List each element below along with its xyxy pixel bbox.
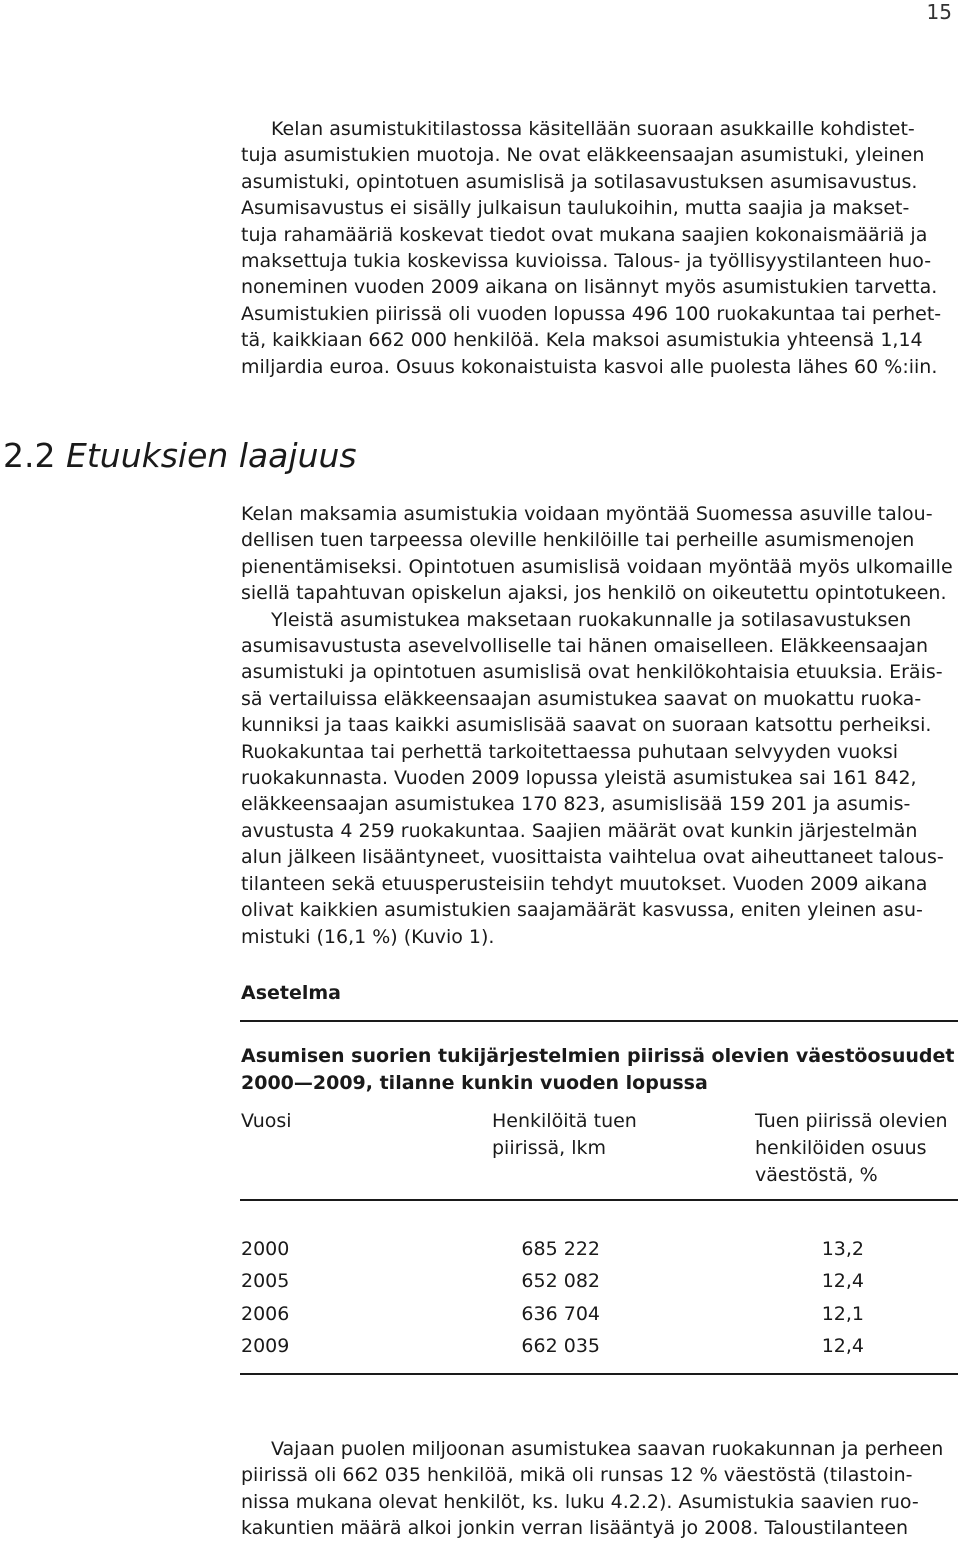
column-header-year: Vuosi [241,1110,292,1132]
table-top-rule [240,1020,958,1022]
text-line: Asumistukien piirissä oli vuoden lopussa 496 100 ruokakuntaa tai perhet- [241,302,942,325]
text-line: piirissä oli 662 035 henkilöä, mikä oli runsas 12 % väestöstä (tilastoin- [241,1464,913,1487]
page-number: 15 [926,0,952,24]
text-line: tilanteen sekä etuusperusteisiin tehdyt muutokset. Vuoden 2009 aikana [241,872,928,895]
table-cell-share: 13,2 [821,1238,864,1260]
table-title [241,1043,954,1097]
text-line: asumistuki, opintotuen asumislisä ja sotilasavustuksen asumisavustus. [241,170,918,193]
table-header-rule [240,1199,958,1201]
closing-paragraph [241,1436,957,1542]
asetelma-label: Asetelma [241,982,342,1004]
section-heading [3,436,357,476]
text-line: maksettuja tukia koskevissa kuvioissa. Talous- ja työllisyystilanteen huo- [241,250,932,273]
text-line: dellisen tuen tarpeessa oleville henkilöille tai perheille asumismenojen [241,529,915,552]
table-cell-share: 12,1 [821,1303,864,1325]
text-line: Ruokakuntaa tai perhettä tarkoitettaessa puhutaan selvyyden vuoksi [241,740,899,763]
text-line: avustusta 4 259 ruokakuntaa. Saajien määrät ovat kunkin järjestelmän [241,819,918,842]
text-line: miljardia euroa. Osuus kokonaistuista kasvoi alle puolesta lähes 60 %:iin. [241,355,938,378]
section-title: Etuuksien laajuus [65,436,357,475]
text-line: tuja asumistukien muotoja. Ne ovat eläkkeensaajan asumistuki, yleinen [241,144,925,167]
text-line: pienentämiseksi. Opintotuen asumislisä voidaan myöntää myös ulkomaille [241,555,953,578]
table-cell-persons: 636 704 [521,1303,600,1325]
text-line: Yleistä asumistukea maksetaan ruokakunnalle ja sotilasavustuksen [271,608,912,631]
table-cell-year: 2000 [241,1238,290,1260]
text-line: tuja rahamääriä koskevat tiedot ovat mukana saajien kokonaismääriä ja [241,223,928,246]
text-line: noneminen vuoden 2009 aikana on lisännyt myös asumistukien tarvetta. [241,276,938,299]
text-line: Kelan asumistukitilastossa käsitellään suoraan asukkaille kohdistet- [271,118,915,140]
text-line: siellä tapahtuvan opiskelun ajaksi, jos henkilö on oikeutettu opintotukeen. [241,582,947,605]
text-line: asumisavustusta asevelvolliselle tai hänen omaiselleen. Eläkkeensaajan [241,635,929,658]
table-cell-persons: 685 222 [521,1238,600,1260]
table-bottom-rule [240,1373,958,1375]
text-line: sä vertailuissa eläkkeensaajan asumistukea saavat on muokattu ruoka- [241,687,922,710]
text-line: ruokakunnasta. Vuoden 2009 lopussa yleistä asumistukea sai 161 842, [241,767,917,790]
text-line: nissa mukana olevat henkilöt, ks. luku 4.2.2). Asumistukia saavien ruo- [241,1490,919,1513]
text-line: Asumisavustus ei sisälly julkaisun taulukoihin, mutta saajia ja makset- [241,197,910,220]
table-cell-share: 12,4 [821,1335,864,1357]
table-title-line: 2000—2009, tilanne kunkin vuoden lopussa [241,1072,708,1094]
text-line: eläkkeensaajan asumistukea 170 823, asumislisää 159 201 ja asumis- [241,793,911,816]
table-cell-persons: 652 082 [521,1270,600,1292]
table-title-line: Asumisen suorien tukijärjestelmien piirissä olevien väestöosuudet [241,1045,955,1067]
text-line: mistuki (16,1 %) (Kuvio 1). [241,925,495,948]
table-cell-year: 2006 [241,1303,290,1325]
intro-paragraph [241,116,957,380]
table-cell-year: 2009 [241,1335,290,1357]
text-line: asumistuki ja opintotuen asumislisä ovat henkilökohtaisia etuuksia. Eräis- [241,661,943,684]
text-line: alun jälkeen lisääntyneet, vuosittaista vaihtelua ovat aiheuttaneet talous- [241,846,944,869]
column-header-share: Tuen piirissä olevien henkilöiden osuus väestöstä, % [755,1110,948,1186]
text-line: Vajaan puolen miljoonan asumistukea saavan ruokakunnan ja perheen [271,1438,944,1460]
table-cell-year: 2005 [241,1270,290,1292]
table-cell-persons: 662 035 [521,1335,600,1357]
table-cell-share: 12,4 [821,1270,864,1292]
text-line: Kelan maksamia asumistukia voidaan myöntää Suomessa asuville talou- [241,503,933,525]
text-line: tä, kaikkiaan 662 000 henkilöä. Kela maksoi asumistukia yhteensä 1,14 [241,329,923,352]
column-header-persons: Henkilöitä tuen piirissä, lkm [492,1110,637,1159]
text-line: kunniksi ja taas kaikki asumislisää saavat on suoraan katsottu perheiksi. [241,714,932,737]
text-line: kakuntien määrä alkoi jonkin verran lisääntyä jo 2008. Taloustilanteen [241,1517,909,1540]
text-line: olivat kaikkien asumistukien saajamäärät kasvussa, eniten yleinen asu- [241,899,923,922]
body-paragraphs [241,501,957,950]
section-number: 2.2 [3,436,56,475]
